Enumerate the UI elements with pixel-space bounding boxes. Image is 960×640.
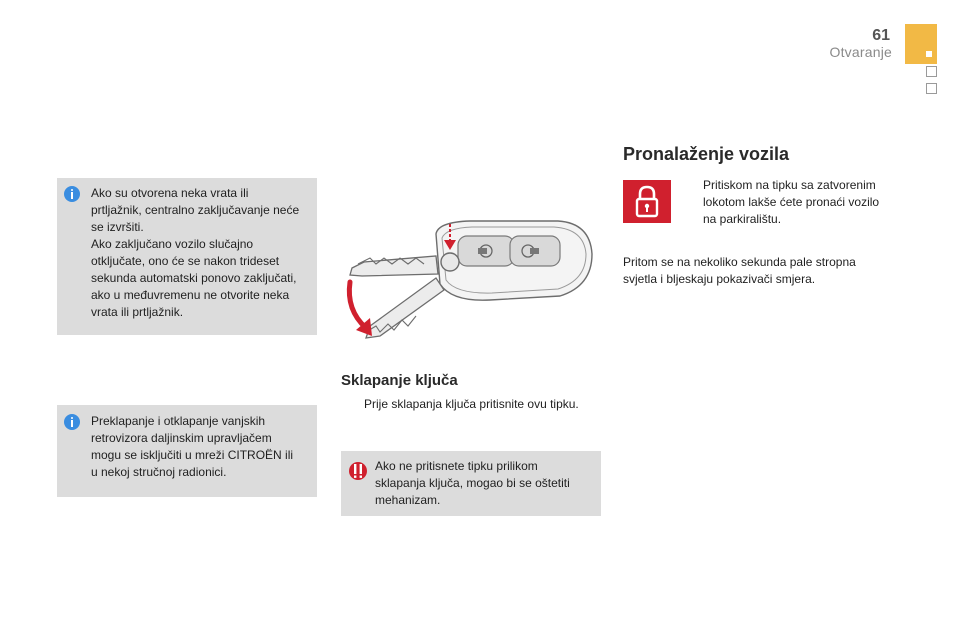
locating-vehicle-paragraph: Pritom se na nekoliko sekunda pale stropna svjetla i bljeskaju pokazivači smjera. (623, 255, 856, 286)
info-icon (64, 186, 80, 202)
locating-vehicle-step (681, 177, 901, 231)
page-number: 61 (872, 27, 890, 44)
section-heading-folding-key: Sklapanje ključa (341, 372, 458, 389)
info-note-text: Ako su otvorena neka vrata ili prtljažnik, centralno zaključavanje neće se izvršiti. Ako zaključano vozilo slučajno otključate, ono će se nakon trideset sekunda automatski ponovo zaključati, ako u međuvremenu ne otvorite neka vrata ili prtljažnik. (91, 186, 300, 319)
warning-note-text: Ako ne pritisnete tipku prilikom sklapanja ključa, mogao bi se oštetiti mehanizam. (375, 459, 570, 507)
info-icon (64, 414, 80, 430)
chapter-tab (905, 24, 937, 64)
warning-icon (349, 460, 367, 482)
padlock-closed-icon (623, 180, 671, 223)
chapter-title: Otvaranje (829, 44, 892, 60)
folding-key-illustration (340, 218, 602, 350)
chapter-tab-marker (926, 51, 932, 57)
lock-button-illustration (623, 180, 671, 223)
folding-key-step-text: Prije sklapanja ključa pritisnite ovu tipku. (364, 397, 579, 411)
warning-note-folding-key (341, 451, 601, 516)
chapter-tab-empty-1 (926, 66, 937, 77)
folding-key-step (341, 396, 601, 416)
info-note-text: Preklapanje i otklapanje vanjskih retrovizora daljinskim upravljačem mogu se isključiti u mreži CITROËN ili u nekoj stručnoj radionici. (91, 414, 294, 479)
locating-vehicle-step-text: Pritiskom na tipku sa zatvorenim lokotom lakše ćete pronaći vozilo na parkiralištu. (703, 178, 880, 226)
section-heading-locating-vehicle: Pronalaženje vozila (623, 144, 790, 164)
info-note-mirrors (57, 405, 317, 497)
info-note-central-locking (57, 178, 317, 335)
chapter-tab-empty-2 (926, 83, 937, 94)
